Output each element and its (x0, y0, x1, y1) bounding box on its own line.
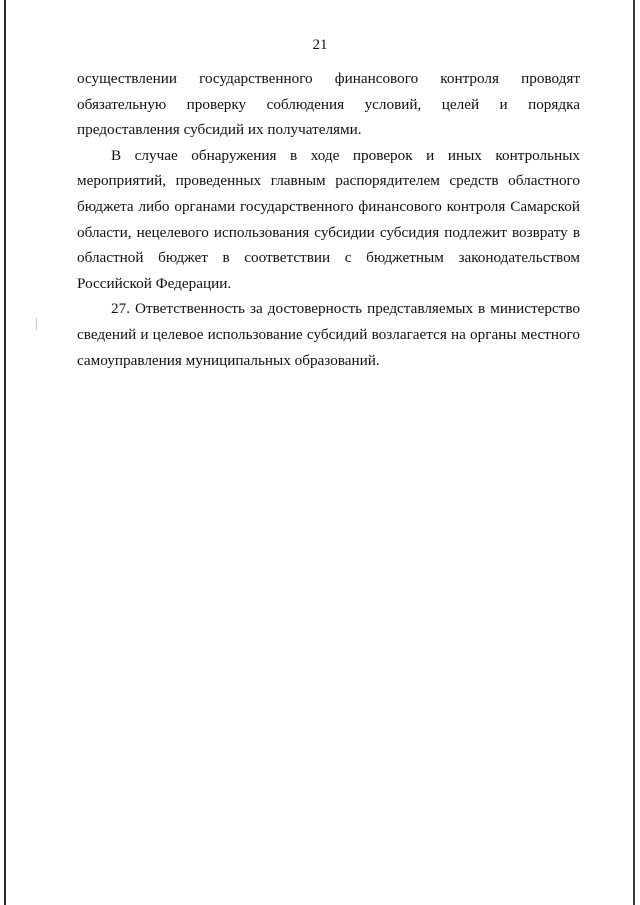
page-edge-right (633, 0, 635, 905)
document-body (77, 66, 580, 373)
paragraph-continuation: осуществлении государственного финансового контроля проводят обязательную проверку соблюдения условий, целей и порядка предоставления субсидий их получателями. (77, 70, 580, 139)
paragraph-item-27: 27. Ответственность за достоверность представляемых в министерство сведений и целевое использование субсидий возлагается на органы местного самоуправления муниципальных образований. (77, 300, 580, 369)
page-number: 21 (312, 37, 328, 53)
page-edge-left (4, 0, 6, 905)
paragraph-subsidy-return: В случае обнаружения в ходе проверок и иных контрольных мероприятий, проведенных главным распорядителем средств областного бюджета либо органами государственного финансового контроля Самарской области, нецелевого использования субсидии субсидия подлежит возврату в областной бюджет в соответствии с бюджетным законодательством Российской Федерации. (77, 146, 580, 292)
scan-speck (36, 318, 37, 330)
